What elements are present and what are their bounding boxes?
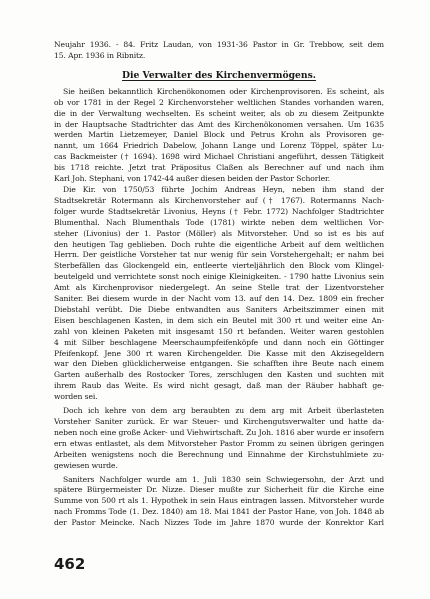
page-number: 462 — [54, 555, 86, 573]
text-line: Eisen beschlagenen Kasten, in dem sich ein Beutel mit 300 rt und weiter eine An- — [54, 315, 384, 325]
section-heading: Die Verwalter des Kirchenvermögens. — [122, 69, 316, 81]
text-line: bis 1718 reichte. Jetzt trat Präpositus Claßen als Berechner auf und nach ihm — [54, 163, 384, 173]
text-line: spätere Bürgermeister Dr. Nizze. Dieser mußte zur Sicherheit für die Kirche eine — [54, 485, 384, 495]
text-line: nach Fromms Tode (1. Dez. 1840) am 18. Mai 1841 der Pastor Hane, von Joh. 1848 ab — [54, 507, 384, 517]
text-line: gewiesen wurde. — [54, 460, 118, 470]
text-line: Diebstahl verübt. Die Diebe entwandten aus Saniters Arbeitszimmer einen mit — [54, 304, 384, 314]
text-line: Garten außerhalb des Rostocker Tores, zerschlugen den Kasten und suchten mit — [54, 370, 384, 380]
text-line: Summe von 500 rt als 1. Hypothek in sein Haus eintragen lassen. Mitvorsteher wurde — [54, 496, 384, 506]
text-line: nannt, um 1664 Friedrich Dabelow, Johann Lange und Lorenz Töppel, später Lu- — [54, 141, 384, 151]
text-line: neben noch eine große Acker- und Viehwirtschaft. Zu Joh. 1816 aber wurde er insofern — [54, 427, 384, 437]
text-line: folger wurde Stadtsekretär Livonius, Heyns († Febr. 1772) Nachfolger Stadtrichter — [54, 206, 384, 216]
text-line: Sie heißen bekanntlich Kirchenökonomen oder Kirchenprovisoren. Es scheint, als — [63, 86, 384, 96]
text-line: Sterbefällen das Glockengeld ein, entleerte vierteljährlich den Block vom Klingel- — [54, 261, 384, 271]
text-line: der Pastor Meincke. Nach Nizzes Tode im Jahre 1870 wurde der Konrektor Karl — [54, 518, 384, 528]
text-line: Saniter. Bei diesem wurde in der Nacht vom 13. auf den 14. Dez. 1809 ein frecher — [54, 294, 384, 304]
paragraph-4 — [54, 475, 384, 530]
text-line: zahl von kleinen Paketen mit insgesamt 150 rt befanden. Weiter waren gestohlen — [54, 326, 384, 336]
text-block — [54, 40, 384, 529]
text-line: ihrem Raub das Weite. Es wird nicht gesagt, daß man der Räuber habhaft ge- — [54, 381, 384, 391]
text-line: die in der Verwaltung wechselten. Es scheint weiter, als ob zu diesem Zeitpunkte — [54, 108, 384, 118]
intro-paragraph — [54, 40, 384, 62]
text-line: Herrn. Der geistliche Vorsteher tat nur wenig für sein Vorstehergehalt; er nahm bei — [54, 250, 384, 260]
text-line: Stadtsekretär Rotermann als Kirchenvorsteher auf († 1767). Rotermanns Nach- — [54, 195, 384, 205]
text-line: den heutigen Tag geblieben. Doch ruhte die eigentliche Arbeit auf dem weltlichen — [54, 239, 384, 249]
intro-line: Neujahr 1936. - 84. Fritz Laudan, von 1931-36 Pastor in Gr. Trebbow, seit dem — [54, 40, 384, 49]
text-line: cas Backmeister († 1694). 1698 wird Michael Christiani angeführt, dessen Tätigkeit — [54, 152, 384, 162]
text-line: werden Martin Lietzemeyer, Daniel Block und Petrus Krohn als Provisoren ge- — [54, 130, 384, 140]
text-line: ern etwas entlastet, als dem Mitvorsteher Pastor Fromm zu seinen übrigen geringen — [54, 438, 384, 448]
text-line: Doch ich kehre von dem arg beraubten zu dem arg mit Arbeit überlasteten — [63, 406, 384, 416]
paragraph-3 — [54, 406, 384, 471]
text-line: Vorsteher Saniter zurück. Er war Steuer- und Kirchengutsverwalter und hatte da- — [54, 417, 384, 426]
paragraph-1 — [54, 87, 384, 185]
paragraph-2 — [54, 185, 384, 403]
text-line: Saniters Nachfolger wurde am 1. Juli 1830 sein Schwiegersohn, der Arzt und — [63, 474, 384, 484]
text-line: Karl Joh. Stephani, von 1742-44 außer diesen beiden der Pastor Schorler. — [54, 174, 331, 184]
text-line: ob vor 1781 in der Regel 2 Kirchenvorsteher weltlichen Standes vorhanden waren, — [54, 97, 384, 107]
text-line: beutelgeld und verrichtete sonst noch einige Kleinigkeiten. - 1790 hatte Livonius sein — [54, 272, 384, 282]
intro-line: 15. Apr. 1936 in Ribnitz. — [54, 50, 146, 60]
text-line: 4 mit Silber beschlagene Meerschaumpfeifenköpfe und dann noch ein Göttinger — [54, 337, 384, 347]
text-line: Pfeifenkopf. Jene 300 rt waren Kirchengelder. Die Kasse mit den Akzisegeldern — [54, 348, 384, 358]
text-line: worden sei. — [54, 392, 98, 402]
text-line: Blumenthal. Nach Blumenthals Tode (1781) wirkte neben dem weltlichen Vor- — [54, 217, 384, 227]
text-line: steher (Livonius) der 1. Pastor (Möller) als Mitvorsteher. Und so ist es bis auf — [54, 228, 384, 238]
text-line: Arbeiten wenigstens noch die Berechnung und Einnahme der Kirchstuhlmiete zu- — [54, 449, 384, 459]
text-line: in der Hauptsache Stadtrichter das Amt des Kirchenökonomen versahen. Um 1635 — [54, 119, 384, 129]
text-line: Die Kir. von 1750/53 führte Jochim Andreas Heyn, neben ihm stand der — [63, 184, 384, 194]
text-line: Amt als Kirchenprovisor niedergelegt. An seine Stelle trat der Lizentvorsteher — [54, 283, 384, 293]
text-line: war den Dieben glücklicherweise entgangen. Sie schafften ihre Beute nach einem — [54, 359, 384, 369]
